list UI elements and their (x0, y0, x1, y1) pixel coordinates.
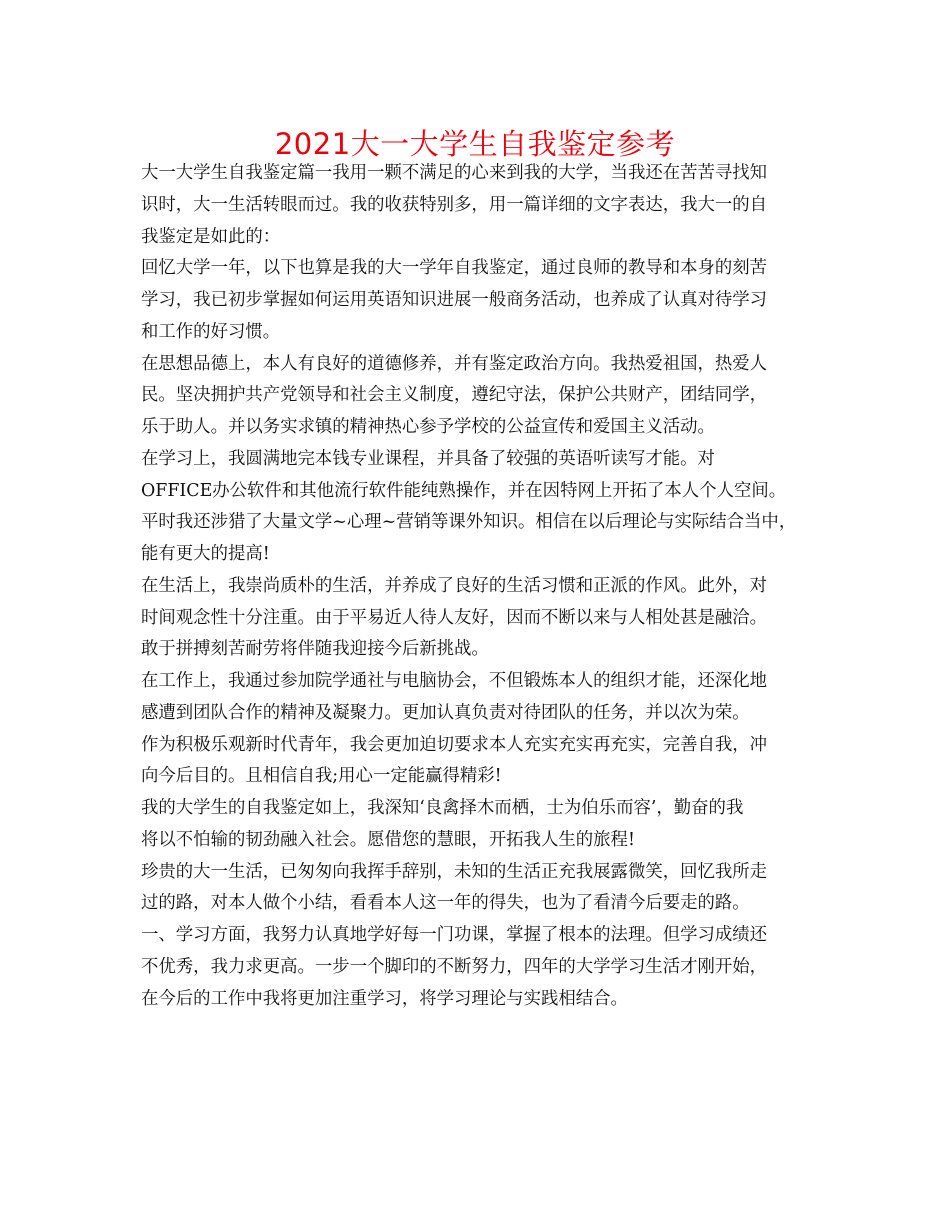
body-line: 过的路，对本人做个小结，看看本人这一年的得失，也为了看清今后要走的路。 (141, 893, 750, 914)
body-line: 我鉴定是如此的： (141, 226, 281, 247)
body-line: 向今后目的。且相信自我;用心一定能赢得精彩! (141, 766, 502, 787)
body-line: 在今后的工作中我将更加注重学习，将学习理论与实践相结合。 (141, 988, 628, 1009)
body-line: 我的大学生的自我鉴定如上，我深知‘良禽择木而栖，士为伯乐而容’，勤奋的我 (141, 798, 744, 818)
body-line: 一、学习方面，我努力认真地学好每一门功课，掌握了根本的法理。但学习成绩还 (141, 925, 768, 945)
body-line: 在工作上，我通过参加院学通社与电脑协会，不但锻炼本人的组织才能，还深化地 (141, 671, 768, 691)
body-line: OFFICE办公软件和其他流行软件能纯熟操作，并在因特网上开拓了本人个人空间。 (141, 480, 787, 501)
body-line: 时间观念性十分注重。由于平易近人待人友好，因而不断以来与人相处甚是融洽。 (141, 607, 768, 628)
body-line: 和工作的好习惯。 (141, 321, 281, 342)
body-line: 将以不怕输的韧劲融入社会。愿借您的慧眼，开拓我人生的旅程! (141, 829, 635, 850)
body-line: 作为积极乐观新时代青年，我会更加迫切要求本人充实充实再充实，完善自我，冲 (141, 734, 768, 755)
document-title: 2021大一大学生自我鉴定参考 (274, 127, 676, 161)
body-line: 不优秀，我力求更高。一步一个脚印的不断努力，四年的大学学习生活才刚开始， (141, 956, 768, 977)
body-line: 感遭到团队合作的精神及凝聚力。更加认真负责对待团队的任务，并以次为荣。 (141, 702, 750, 723)
body-line: 识时，大一生活转眼而过。我的收获特别多，用一篇详细的文字表达，我大一的自 (141, 194, 768, 215)
body-line: 能有更大的提高! (141, 544, 270, 564)
body-line: 乐于助人。并以务实求镇的精神热心参予学校的公益宣传和爱国主义活动。 (141, 417, 715, 437)
body-line: 民。坚决拥护共产党领导和社会主义制度，遵纪守法，保护公共财产，团结同学， (141, 385, 768, 406)
body-line: 在生活上，我崇尚质朴的生活，并养成了良好的生活习惯和正派的作风。此外，对 (141, 575, 768, 596)
body-line: 平时我还涉猎了大量文学~心理~营销等课外知识。相信在以后理论与实际结合当中， (141, 512, 797, 533)
body-line: 敢于拼搏刻苦耐劳将伴随我迎接今后新挑战。 (141, 639, 489, 660)
body-line: 大一大学生自我鉴定篇一我用一颗不满足的心来到我的大学，当我还在苦苦寻找知 (141, 163, 768, 183)
body-line: 在学习上，我圆满地完本钱专业课程，并具备了较强的英语听读写才能。对 (141, 448, 715, 469)
body-line: 在思想品德上，本人有良好的道德修养，并有鉴定政治方向。我热爱祖国，热爱人 (141, 353, 768, 374)
body-line: 学习，我已初步掌握如何运用英语知识进展一般商务活动，也养成了认真对待学习 (141, 290, 768, 310)
body-line: 珍贵的大一生活，已匆匆向我挥手辞别，未知的生活正充我展露微笑，回忆我所走 (141, 861, 768, 882)
body-line: 回忆大学一年，以下也算是我的大一学年自我鉴定，通过良师的教导和本身的刻苦 (141, 258, 768, 279)
document-body (141, 158, 821, 1015)
